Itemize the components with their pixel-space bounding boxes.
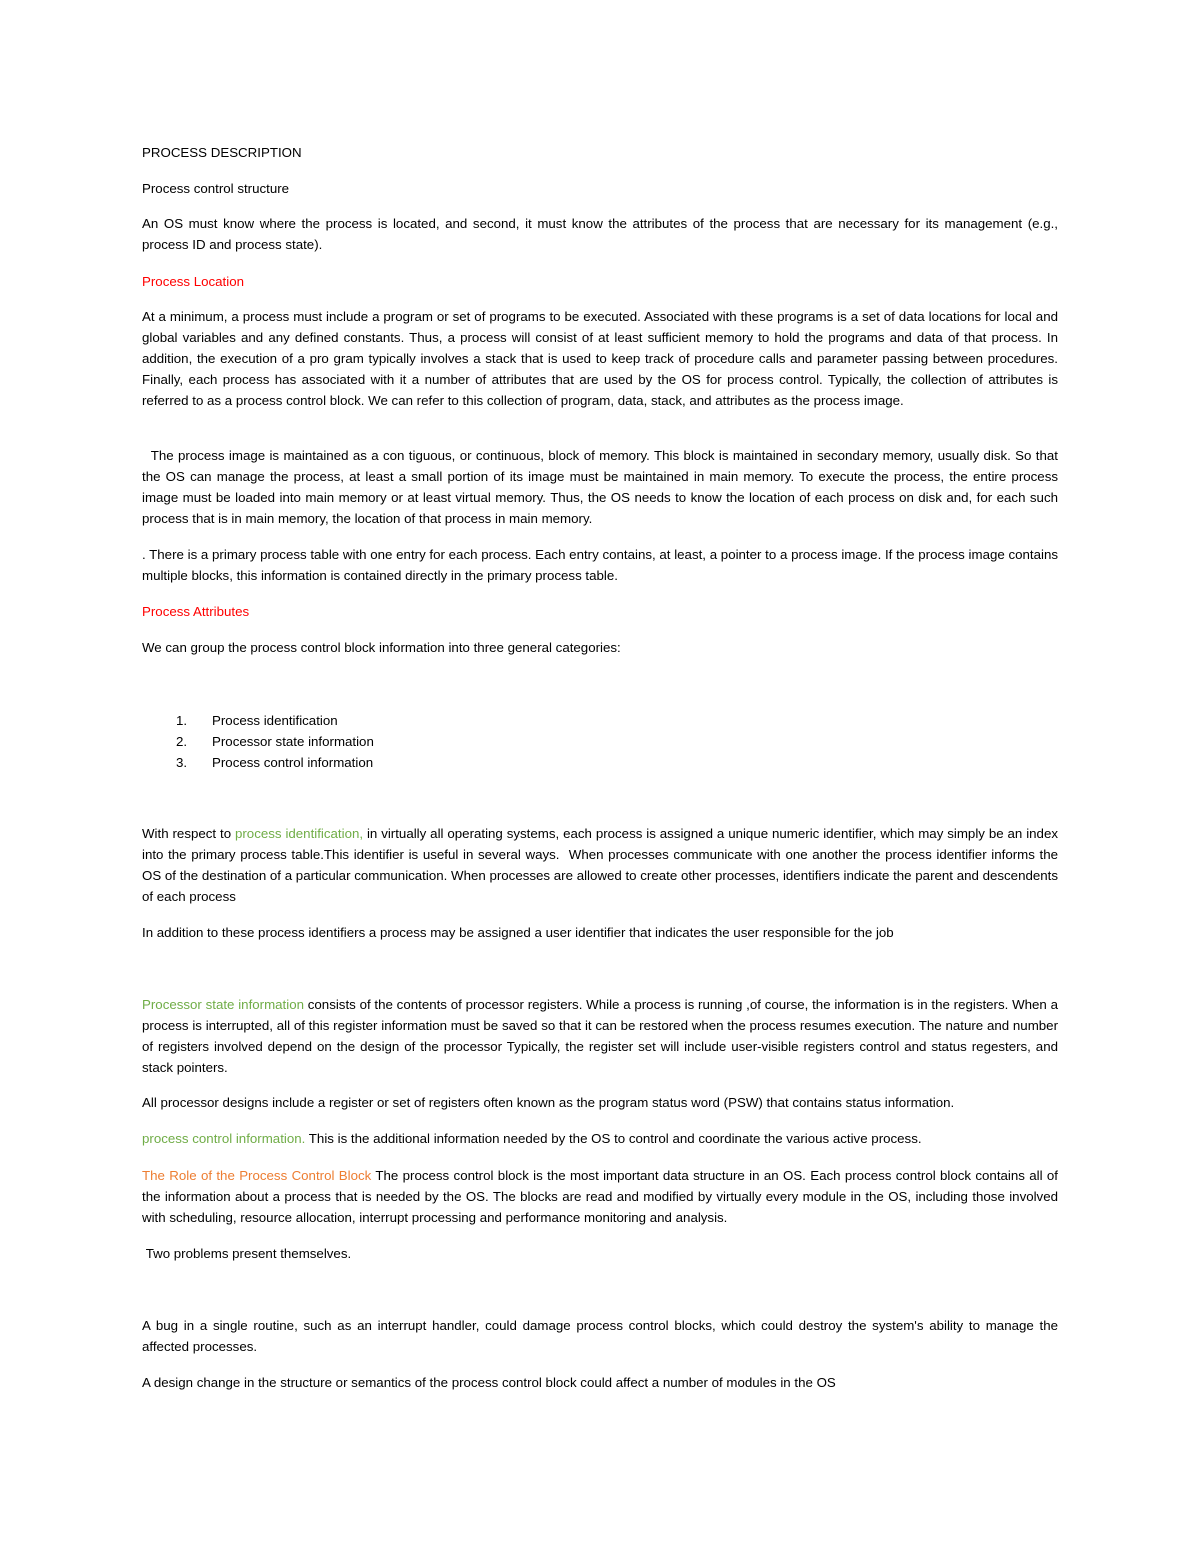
identification-body: in virtually all operating systems, each process is assigned a unique numeric identifier, which may simply be an index into the primary process table.This identifier is useful in several ways. When processes communicate with one another the process identifier informs the OS of the destination of a particular communication. When processes are allowed to create other processes, identifiers indicate the parent and descendents of each process [142,826,1062,904]
document-title: PROCESS DESCRIPTION [142,145,302,160]
psw-paragraph: All processor designs include a register or set of registers often known as the program status word (PSW) that contains status information. [142,1095,955,1110]
identification-paragraph-2: In addition to these process identifiers a process may be assigned a user identifier that indicates the user responsible for the job [142,925,894,940]
identification-term: process identification, [234,826,364,841]
list-number: 1. [176,713,188,728]
problem-paragraph-1: A bug in a single routine, such as an interrupt handler, could damage process control blocks, which could destroy the system's ability to manage the affected processes. [142,1318,1058,1354]
processor-state-term: Processor state information [142,997,304,1012]
identification-paragraph [142,824,1062,908]
role-term: The Role of the Process Control Block [142,1168,372,1183]
identification-lead: With respect to [142,826,235,841]
list-number: 2. [176,733,188,749]
processor-state-body: consists of the contents of processor registers. While a process is running ,of course, the information is in the registers. When a process is interrupted, all of this register information must be saved so that it can be restored when the process resumes execution. The nature and number of registers involved depend on the design of the processor Typically, the register set will include user-visible registers control and status regesters, and stack pointers. [142,997,1062,1075]
list-text: Process identification [212,713,338,728]
list-item [142,732,1058,753]
process-control-body: This is the additional information needed by the OS to control and coordinate the various active process. [305,1131,922,1146]
attributes-intro: We can group the process control block information into three general categories: [142,640,621,655]
process-control-term: process control information. [142,1131,306,1146]
list-text: Process control information [212,754,374,770]
role-body: The process control block is the most important data structure in an OS. Each process control block contains all of the information about a process that is needed by the OS. The blocks are read and modified by virtually every module in the OS, including those involved with scheduling, resource allocation, interrupt processing and performance monitoring and analysis. [142,1168,1062,1225]
list-number: 3. [176,754,188,770]
location-paragraph-2: The process image is maintained as a con tiguous, or continuous, block of memory. This block is maintained in secondary memory, usually disk. So that the OS can manage the process, at least a small portion of its image must be maintained in main memory. To execute the process, the entire process image must be loaded into main memory or at least virtual memory. Thus, the OS needs to know the location of each process on disk and, for each such process that is in main memory, the location of that process in main memory. [142,448,1062,526]
process-location-heading: Process Location [142,274,244,289]
intro-paragraph: An OS must know where the process is located, and second, it must know the attributes of the process that are necessary for its management (e.g., process ID and process state). [142,216,1058,252]
categories-list [142,711,1058,774]
processor-state-paragraph [142,995,1062,1079]
problems-intro: Two problems present themselves. [142,1246,352,1261]
list-text: Processor state information [212,733,374,749]
list-item [142,711,1058,732]
process-attributes-heading: Process Attributes [142,604,250,619]
location-paragraph-3: . There is a primary process table with one entry for each process. Each entry contains, at least, a pointer to a process image. If the process image contains multiple blocks, this information is contained directly in the primary process table. [142,547,1058,583]
location-paragraph-1: At a minimum, a process must include a program or set of programs to be executed. Associated with these programs is a set of data locations for local and global variables and any defined constants. Thus, a process will consist of at least sufficient memory to hold the programs and data of that process. In addition, the execution of a pro gram typically involves a stack that is used to keep track of procedure calls and parameter passing between procedures. Finally, each process has associated with it a number of attributes that are used by the OS for process control. Typically, the collection of attributes is referred to as a process control block. We can refer to this collection of program, data, stack, and attributes as the process image. [142,309,1058,408]
problem-paragraph-2: A design change in the structure or semantics of the process control block could affect a number of modules in the OS [142,1375,836,1390]
list-item [142,753,1058,774]
role-paragraph [142,1166,1062,1229]
section-subtitle: Process control structure [142,181,290,196]
process-control-paragraph [142,1129,1058,1150]
